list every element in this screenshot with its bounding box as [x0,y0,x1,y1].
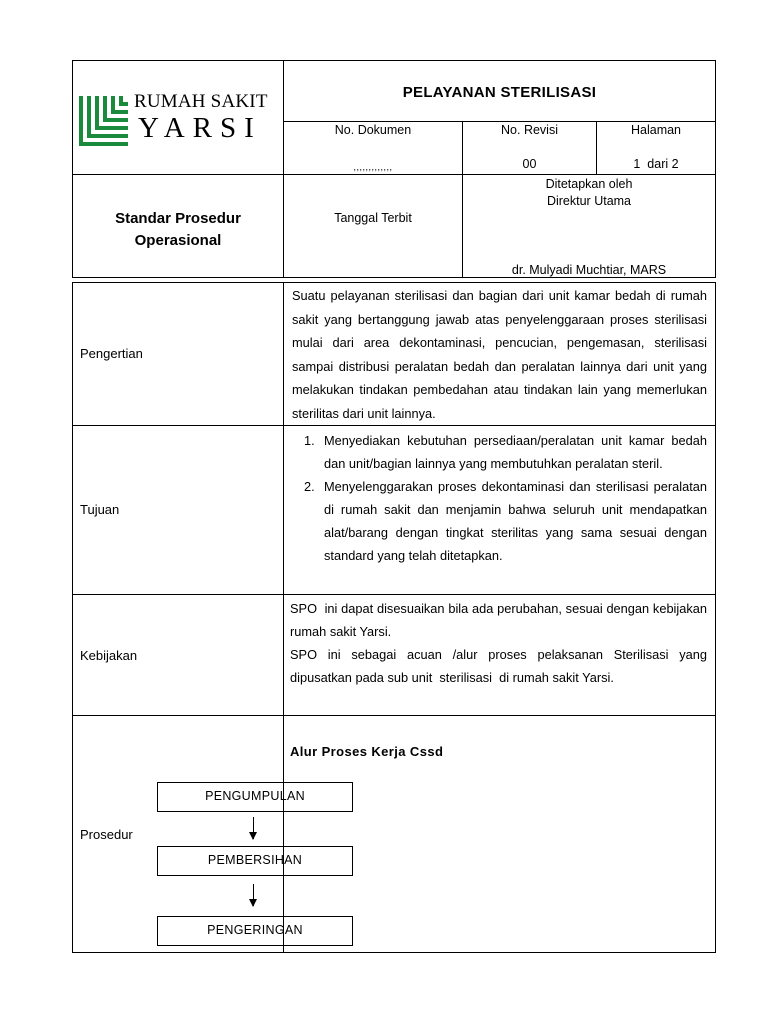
yarsi-logo-mark-icon [78,94,130,146]
list-item-text: Menyelenggarakan proses dekontaminasi dan sterilisasi peralatan di rumah sakit dan menjamin bahwa seluruh unit mendapatkan alat/barang dengan tingkat sterilitas yang sama sesuai dengan standard yang telah ditetapkan. [324,479,707,563]
flow-step-pembersihan: PEMBERSIHAN [157,846,353,876]
tujuan-list [284,429,707,567]
logo-line2: YARSI [138,112,262,144]
sop-title [73,208,283,252]
kebijakan-para1: SPO ini dapat disesuaikan bila ada perubahan, sesuai dengan kebijakan rumah sakit Yarsi. [290,601,711,639]
ditetapkan-line2: Direktur Utama [546,194,632,208]
pengertian-text: Suatu pelayanan sterilisasi dan bagian dari unit kamar bedah di rumah sakit yang bertanggung jawab atas penyelenggaraan proses sterilisasi mulai dari area dekontaminasi, pencucian, pengemasan, sterilisasi sampai distribusi peralatan bedah dan peralatan lainnya dari unit yang melakukan tindakan pembedahan atau tindakan lain yang memerlukan sterilitas dari unit lainnya. [292,288,707,421]
signatory-name: dr. Mulyadi Muchtiar, MARS [511,263,667,277]
arrow-down-icon [253,817,254,839]
logo-line1: RUMAH SAKIT [134,91,268,112]
list-item-number: 2. [304,479,315,494]
prosedur-label: Prosedur [80,827,133,842]
no-dokumen-label: No. Dokumen [334,123,412,137]
halaman-label: Halaman [630,123,682,137]
kebijakan-text [290,597,711,689]
no-revisi-value: 00 [522,157,537,171]
list-item-text: Menyediakan kebutuhan persediaan/peralatan unit kamar bedah dan unit/bagian lainnya yang membutuhkan peralatan steril. [324,433,707,471]
tanggal-terbit-label: Tanggal Terbit [334,211,412,225]
list-item [284,475,707,567]
list-item [284,429,707,475]
pengertian-label: Pengertian [80,346,143,361]
ditetapkan-line1: Ditetapkan oleh [545,177,633,191]
document-title: PELAYANAN STERILISASI [402,84,597,101]
no-dokumen-value: ,,,,,,,,,,,,, [353,162,393,172]
flow-step-pengumpulan: PENGUMPULAN [157,782,353,812]
kebijakan-label: Kebijakan [80,648,138,663]
no-revisi-label: No. Revisi [501,123,558,137]
kebijakan-para2: SPO ini sebagai acuan /alur proses pelaksanan Sterilisasi yang dipusatkan pada sub unit sterilisasi di rumah sakit Yarsi. [290,647,711,685]
list-item-number: 1. [304,433,315,448]
tujuan-label: Tujuan [80,502,120,517]
flow-title: Alur Proses Kerja Cssd [290,744,444,759]
ditetapkan-block [463,176,715,210]
halaman-value: 1 dari 2 [633,157,679,171]
flow-step-pengeringan: PENGERINGAN [157,916,353,946]
arrow-down-icon [253,884,254,906]
hospital-logo [78,92,278,148]
sop-title-line1: Standar Prosedur [115,210,241,227]
sop-title-line2: Operasional [134,232,222,249]
